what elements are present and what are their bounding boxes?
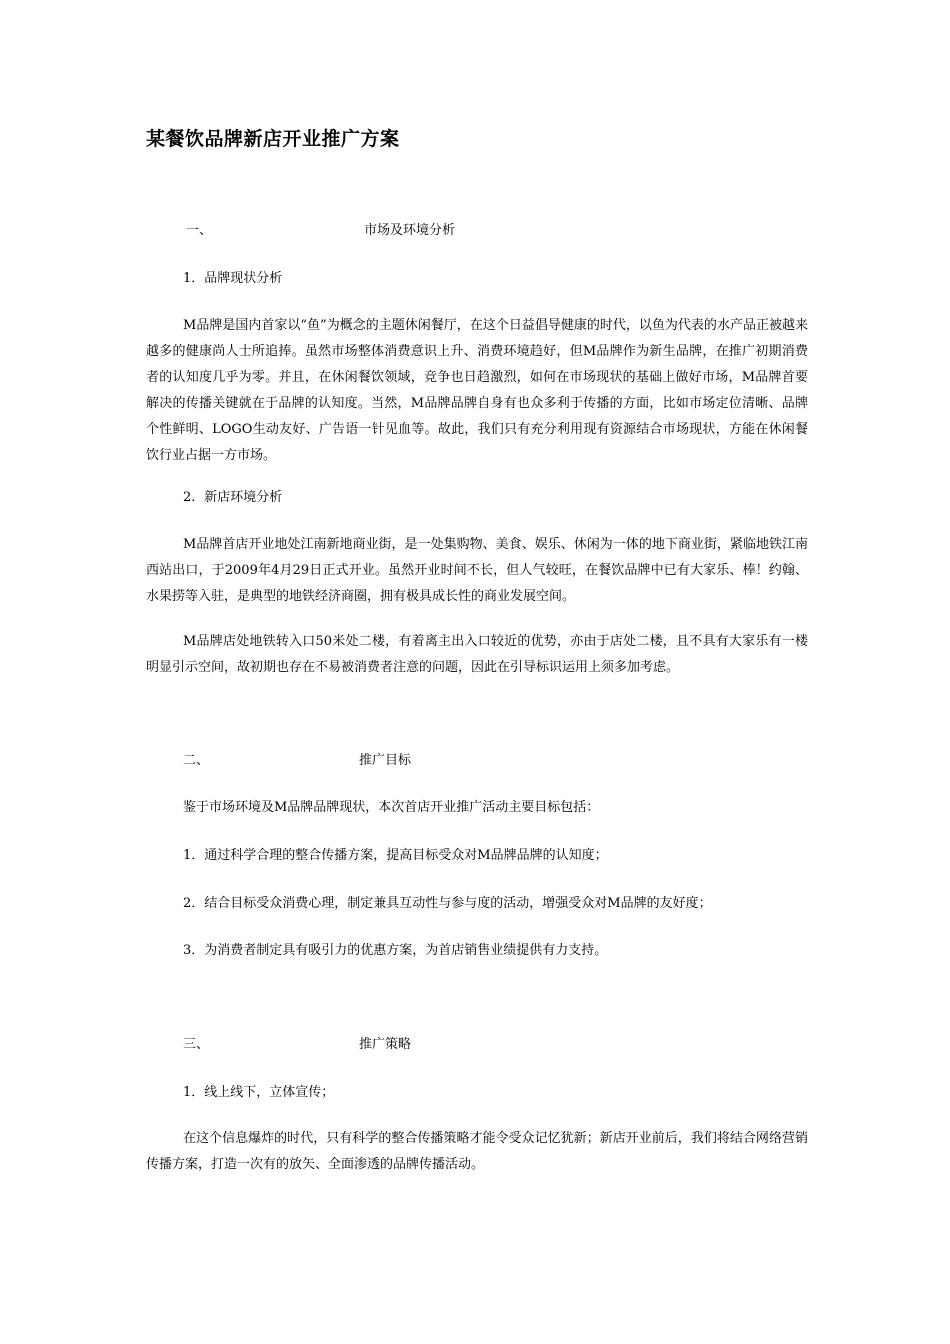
section-1-number: 一、	[186, 223, 213, 238]
subheading-online-offline: 1．线上线下，立体宣传；	[183, 1085, 335, 1100]
document-title: 某餐饮品牌新店开业推广方案	[146, 128, 400, 150]
goal-item-3: 3．为消费者制定具有吸引力的优惠方案，为首店销售业绩提供有力支持。	[183, 943, 608, 958]
paragraph-store-location: M品牌店处地铁转入口50米处二楼，有着离主出入口较近的优势，亦由于店处二楼，且不具有大家乐有一楼明显引示空间，故初期也存在不易被消费者注意的问题，因此在引导标识运用上须多加考虑。	[146, 634, 808, 675]
section-3-number: 三、	[183, 1037, 210, 1052]
paragraph-brand-status: M品牌是国内首家以“鱼”为概念的主题休闲餐厅，在这个日益倡导健康的时代，以鱼为代表的水产品正被越来越多的健康尚人士所追捧。虽然市场整体消费意识上升、消费环境趋好，但M品牌作为新生品牌，在推广初期消费者的认知度几乎为零。并且，在休闲餐饮领域，竞争也日趋激烈，如何在市场现状的基础上做好市场，M品牌首要解决的传播关键就在于品牌的认知度。当然，M品牌品牌自身有也众多利于传播的方面，比如市场定位清晰、品牌个性鲜明、LOGO生动友好、广告语一针见血等。故此，我们只有充分利用现有资源结合市场现状，方能在休闲餐饮行业占据一方市场。	[146, 318, 808, 463]
goal-item-1: 1．通过科学合理的整合传播方案，提高目标受众对M品牌品牌的认知度；	[183, 848, 608, 863]
section-1-title: 市场及环境分析	[364, 223, 456, 238]
paragraph-store-environment: M品牌首店开业地处江南新地商业街，是一处集购物、美食、娱乐、休闲为一体的地下商业街，紧临地铁江南西站出口，于2009年4月29日正式开业。虽然开业时间不长，但人气较旺，在餐饮品牌中已有大家乐、棒！约翰、水果捞等入驻，是典型的地铁经济商圈，拥有极具成长性的商业发展空间。	[146, 537, 808, 604]
section-2-number: 二、	[183, 753, 210, 768]
subheading-brand-status: 1．品牌现状分析	[183, 271, 283, 286]
section-3-title: 推广策略	[359, 1037, 412, 1052]
paragraph-online-offline: 在这个信息爆炸的时代，只有科学的整合传播策略才能令受众记忆犹新；新店开业前后，我们将结合网络营销传播方案，打造一次有的放矢、全面渗透的品牌传播活动。	[146, 1131, 808, 1172]
goal-item-2: 2．结合目标受众消费心理，制定兼具互动性与参与度的活动，增强受众对M品牌的友好度；	[183, 896, 712, 911]
subheading-store-environment: 2．新店环境分析	[183, 490, 283, 505]
section-2-title: 推广目标	[359, 753, 412, 768]
goals-intro: 鉴于市场环境及M品牌品牌现状，本次首店开业推广活动主要目标包括：	[183, 800, 600, 815]
